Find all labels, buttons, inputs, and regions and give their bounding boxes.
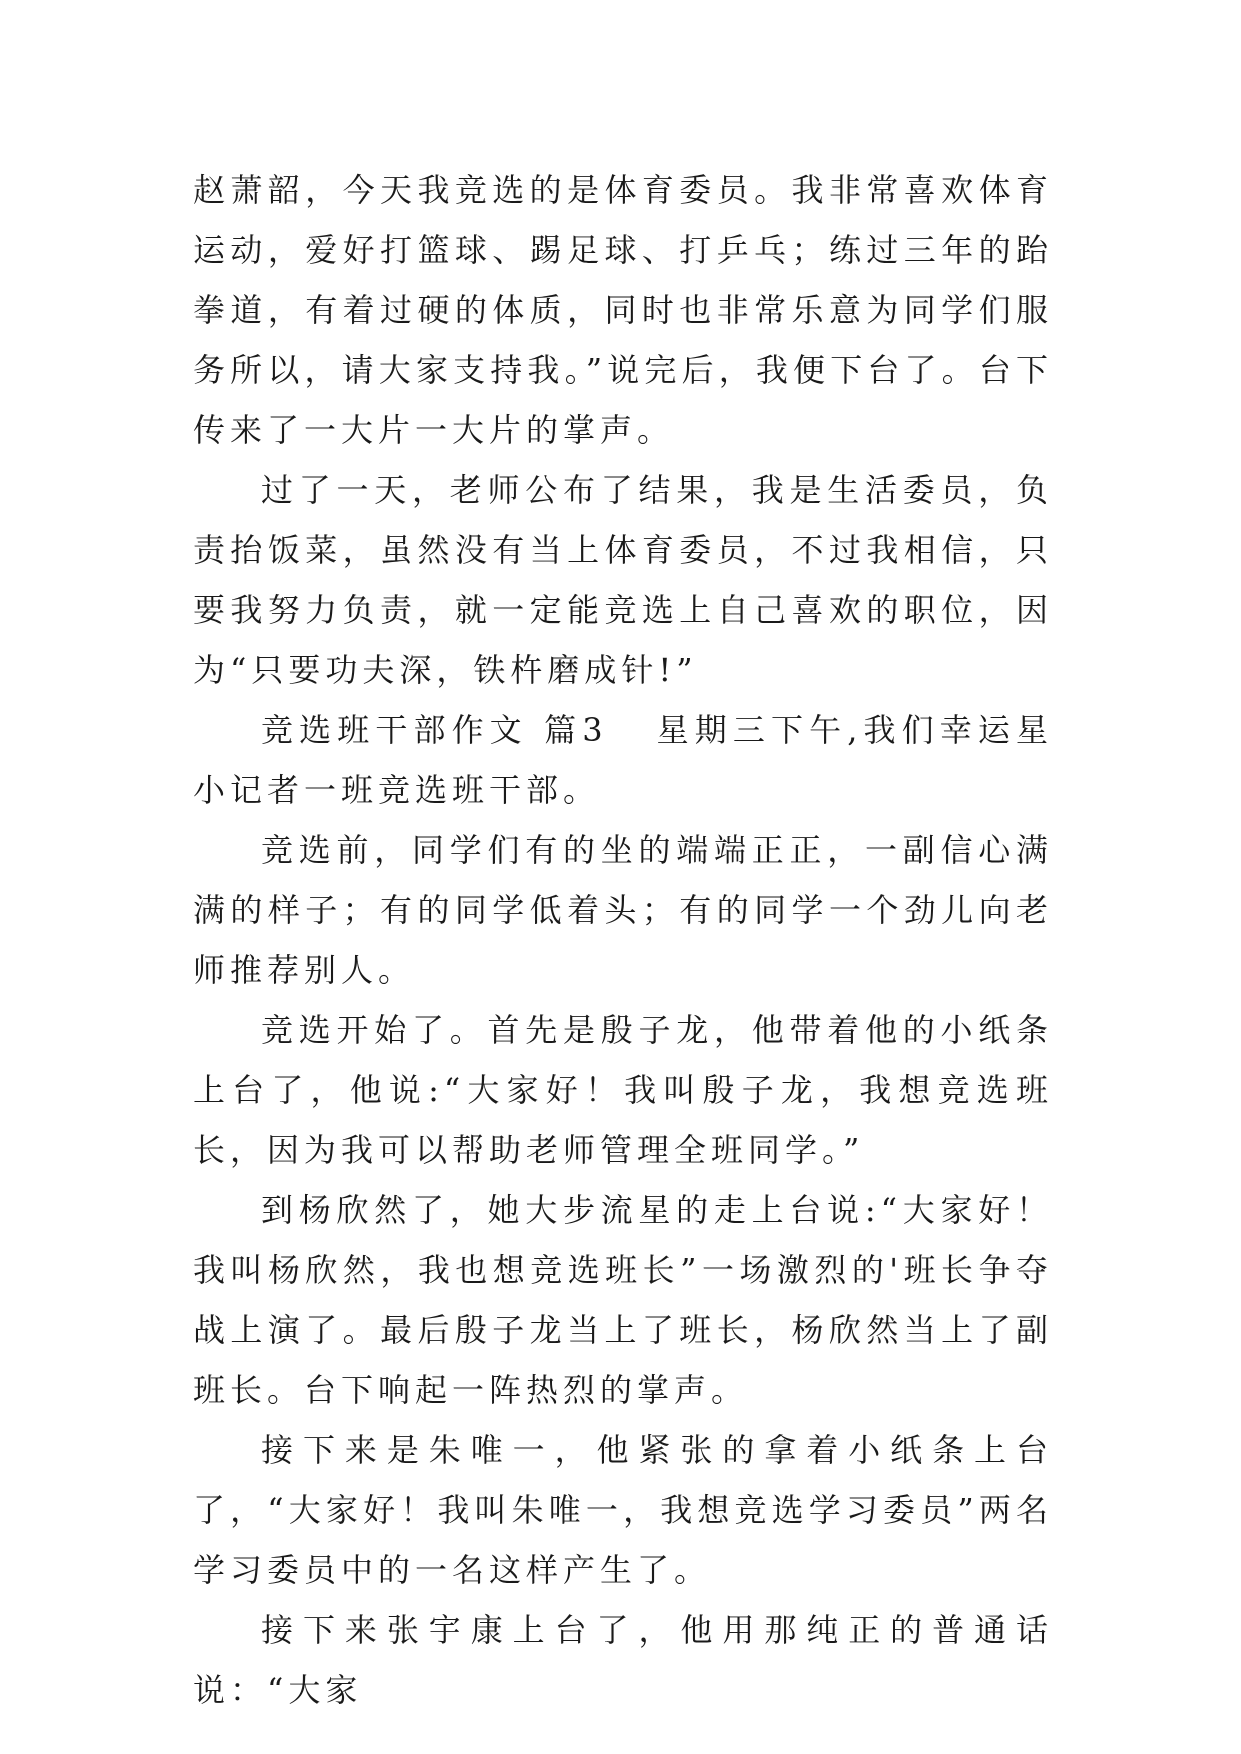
section-paragraph xyxy=(193,700,1053,820)
paragraph: 接下来张宇康上台了，他用那纯正的普通话说：“大家 xyxy=(193,1611,1053,1709)
paragraph: 到杨欣然了，她大步流星的走上台说:“大家好！我叫杨欣然，我也想竞选班长”一场激烈的'班长争夺战上演了。最后殷子龙当上了班长，杨欣然当上了副班长。台下响起一阵热烈的掌声。 xyxy=(193,1191,1053,1409)
paragraph: 赵萧韶，今天我竞选的是体育委员。我非常喜欢体育运动，爱好打篮球、踢足球、打乒乓；练过三年的跆拳道，有着过硬的体质，同时也非常乐意为同学们服务所以，请大家支持我。”说完后，我便下台了。台下传来了一大片一大片的掌声。 xyxy=(193,171,1053,449)
section-heading: 竞选班干部作文 篇3 xyxy=(261,711,608,749)
paragraph: 竞选前，同学们有的坐的端端正正，一副信心满满的样子；有的同学低着头；有的同学一个劲儿向老师推荐别人。 xyxy=(193,831,1053,989)
section-paragraph-text: 星期三下午,我们幸运星小记者一班竞选班干部。 xyxy=(193,711,1053,809)
document-body xyxy=(193,160,1053,1720)
paragraph: 接下来是朱唯一，他紧张的拿着小纸条上台了，“大家好！我叫朱唯一，我想竞选学习委员”两名学习委员中的一名这样产生了。 xyxy=(193,1431,1053,1589)
paragraph: 竞选开始了。首先是殷子龙，他带着他的小纸条上台了，他说:“大家好！我叫殷子龙，我想竞选班长，因为我可以帮助老师管理全班同学。” xyxy=(193,1011,1053,1169)
paragraph: 过了一天，老师公布了结果，我是生活委员，负责抬饭菜，虽然没有当上体育委员，不过我相信，只要我努力负责，就一定能竞选上自己喜欢的职位，因为“只要功夫深，铁杵磨成针!” xyxy=(193,471,1053,689)
